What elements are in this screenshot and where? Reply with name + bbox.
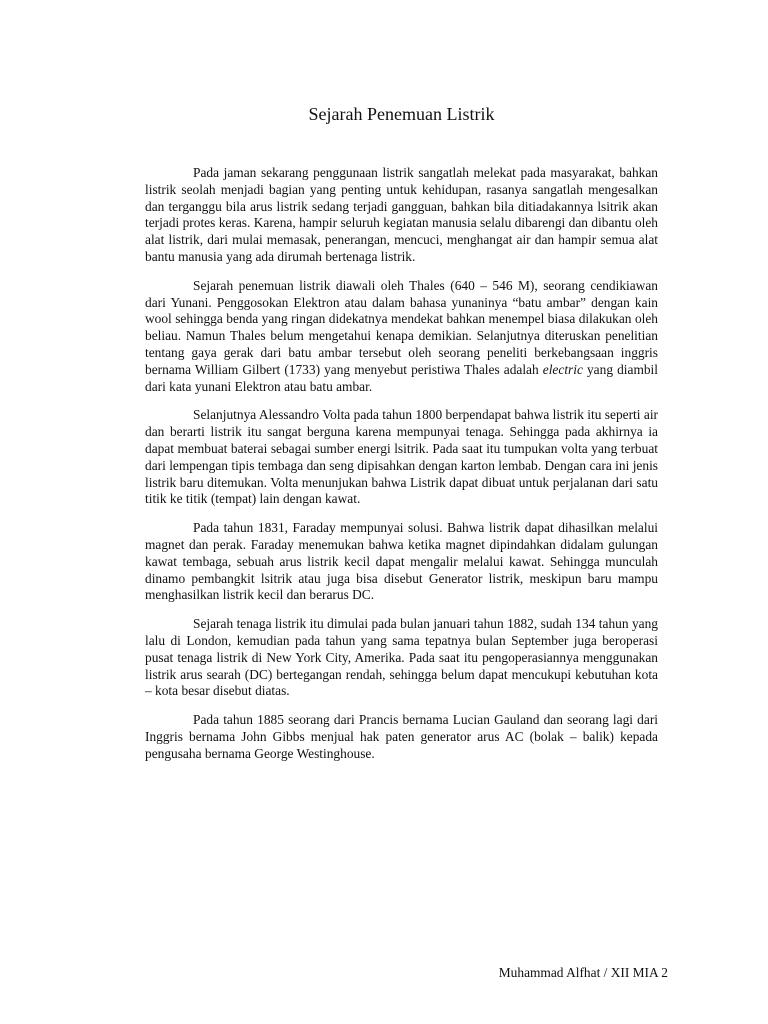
paragraph-history-1882: Sejarah tenaga listrik itu dimulai pada bulan januari tahun 1882, sudah 134 tahun yang lalu di London, kemudian pada tahun yang sama tepatnya bulan September juga beroperasi pusat tenaga listrik di New York City, Amerika. Pada saat itu pengoperasiannya menggunakan listrik arus searah (DC) bertegangan rendah, sehingga belum dapat mencukupi kebutuhan kota – kota besar disebut diatas.	[145, 616, 658, 699]
paragraph-thales	[145, 278, 658, 396]
paragraph-thales-text-before: Sejarah penemuan listrik diawali oleh Thales (640 – 546 M), seorang cendikiawan dari Yunani. Penggosokan Elektron atau dalam bahasa yunaninya “batu ambar” dengan kain wool sehingga benda yang ringan didekatnya mendekat bahkan menempel biasa dilakukan oleh beliau. Namun Thales belum mengetahui kenapa demikian. Selanjutnya diteruskan penelitian tentang gaya gerak dari batu ambar tersebut oleh seorang peneliti berkebangsaan inggris bernama William Gilbert (1733) yang menyebut peristiwa Thales adalah	[145, 277, 658, 377]
paragraph-volta: Selanjutnya Alessandro Volta pada tahun 1800 berpendapat bahwa listrik itu seperti air dan berarti listrik itu sangat berguna karena mempunyai tenaga. Sehingga pada akhirnya ia dapat membuat baterai sebagai sumber energi lsitrik. Pada saat itu tumpukan volta yang terbuat dari lempengan tipis tembaga dan seng dipisahkan dengan karton lembab. Dengan cara ini jenis listrik baru ditemukan. Volta menunjukan bahwa Listrik dapat dibuat untuk perjalanan dari satu titik ke titik (tempat) lain dengan kawat.	[145, 407, 658, 507]
document-title: Sejarah Penemuan Listrik	[308, 104, 495, 124]
paragraph-westinghouse: Pada tahun 1885 seorang dari Prancis bernama Lucian Gauland dan seorang lagi dari Inggris bernama John Gibbs menjual hak paten generator arus AC (bolak – balik) kepada pengusaha bernama George Westinghouse.	[145, 712, 658, 761]
paragraph-thales-text-after: yang diambil dari kata yunani Elektron atau batu ambar.	[145, 361, 659, 394]
author-footer: Muhammad Alfhat / XII MIA 2	[498, 965, 668, 980]
document-body	[145, 165, 658, 775]
electric-term: electric	[542, 361, 583, 377]
paragraph-faraday: Pada tahun 1831, Faraday mempunyai solusi. Bahwa listrik dapat dihasilkan melalui magnet dan perak. Faraday menemukan bahwa ketika magnet dipindahkan didalam gulungan kawat tembaga, sebuah arus listrik kecil dapat mengalir melalui kawat. Sehingga munculah dinamo pembangkit lsitrik atau juga bisa disebut Generator listrik, meskipun baru mampu menghasilkan listrik kecil dan berarus DC.	[145, 520, 658, 603]
paragraph-intro: Pada jaman sekarang penggunaan listrik sangatlah melekat pada masyarakat, bahkan listrik seolah menjadi bagian yang penting untuk kehidupan, rasanya sangatlah mengesalkan dan terganggu bila arus listrik sedang terjadi gangguan, bahkan bila ditiadakannya lsitrik akan terjadi protes keras. Karena, hampir seluruh kegiatan manusia selalu dibarengi dan dibantu oleh alat listrik, dari mulai memasak, penerangan, mencuci, menghangat air dan hampir semua alat bantu manusia yang ada dirumah bertenaga listrik.	[145, 165, 658, 264]
